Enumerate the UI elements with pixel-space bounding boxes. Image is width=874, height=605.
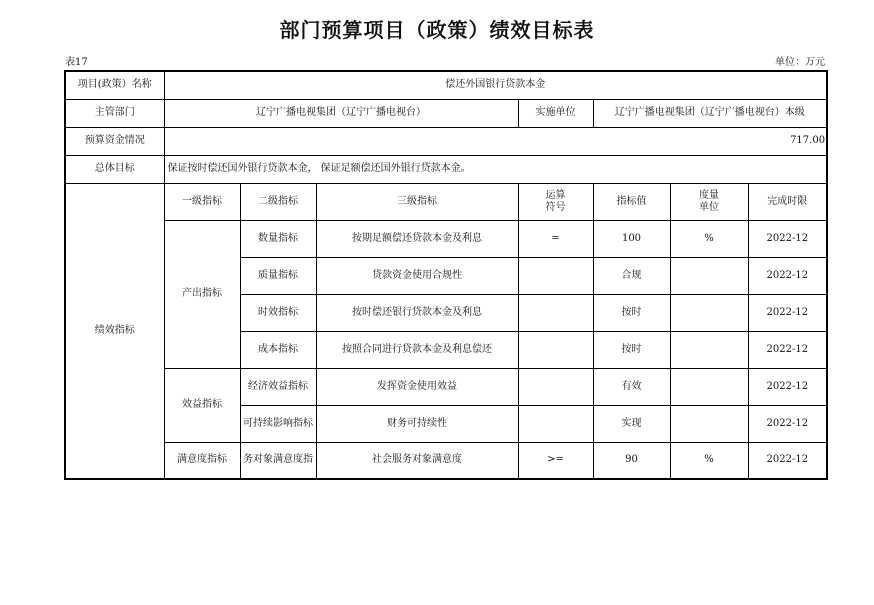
- table-number: 表17: [65, 57, 88, 68]
- indicator-deadline: 2022-12: [748, 220, 827, 257]
- perf-label: 绩效指标: [65, 183, 164, 479]
- page-title: 部门预算项目（政策）绩效目标表: [279, 18, 595, 42]
- indicator-deadline: 2022-12: [748, 368, 827, 405]
- col-operator: [518, 183, 593, 220]
- indicator-value: 实现: [593, 405, 670, 442]
- col-unit-line2: 单位: [699, 201, 719, 213]
- indicator-value: 90: [593, 442, 670, 479]
- col-level1: 一级指标: [164, 183, 240, 220]
- unit-label: 单位：万元: [775, 57, 825, 68]
- table-row: [65, 442, 827, 479]
- indicator-operator: [518, 294, 593, 331]
- indicator-level3: 按照合同进行贷款本金及利息偿还: [316, 331, 518, 368]
- table-row: [65, 71, 827, 99]
- table-header-row: [65, 183, 827, 220]
- indicator-level2: 成本指标: [240, 331, 316, 368]
- indicator-deadline: 2022-12: [748, 442, 827, 479]
- indicator-unit: [670, 405, 748, 442]
- table-row: [65, 155, 827, 183]
- col-deadline: 完成时限: [748, 183, 827, 220]
- budget-label: 预算资金情况: [65, 127, 164, 155]
- col-unit-line1: 度量: [699, 189, 719, 201]
- goal-value: 保证按时偿还国外银行贷款本金， 保证足额偿还国外银行贷款本金。: [164, 155, 827, 183]
- group-benefit: 效益指标: [164, 368, 240, 442]
- impl-unit-value: 辽宁广播电视集团（辽宁广播电视台）本级: [593, 99, 827, 127]
- indicator-value: 100: [593, 220, 670, 257]
- indicator-level3: 贷款资金使用合规性: [316, 257, 518, 294]
- table-row: [65, 99, 827, 127]
- indicator-level2: 务对象满意度指: [240, 442, 316, 479]
- goal-label: 总体目标: [65, 155, 164, 183]
- project-name-value: 偿还外国银行贷款本金: [164, 71, 827, 99]
- indicator-unit: %: [670, 220, 748, 257]
- table-row: [65, 368, 827, 405]
- dept-label: 主管部门: [65, 99, 164, 127]
- indicator-level3: 发挥资金使用效益: [316, 368, 518, 405]
- dept-value: 辽宁广播电视集团（辽宁广播电视台）: [164, 99, 518, 127]
- indicator-value: 按时: [593, 331, 670, 368]
- project-name-label: 项目(政策）名称: [65, 71, 164, 99]
- col-level3: 三级指标: [316, 183, 518, 220]
- indicator-operator: =: [518, 220, 593, 257]
- indicator-deadline: 2022-12: [748, 257, 827, 294]
- group-satisfaction: 满意度指标: [164, 442, 240, 479]
- indicator-deadline: 2022-12: [748, 331, 827, 368]
- impl-unit-label: 实施单位: [518, 99, 593, 127]
- indicator-unit: [670, 331, 748, 368]
- indicator-deadline: 2022-12: [748, 405, 827, 442]
- indicator-operator: [518, 405, 593, 442]
- indicator-value: 有效: [593, 368, 670, 405]
- indicator-level3: 按时偿还银行贷款本金及利息: [316, 294, 518, 331]
- group-output: 产出指标: [164, 220, 240, 368]
- budget-value: 717.00: [164, 127, 827, 155]
- indicator-unit: [670, 257, 748, 294]
- indicator-operator: [518, 331, 593, 368]
- indicator-level2: 质量指标: [240, 257, 316, 294]
- col-operator-line2: 符号: [545, 201, 566, 213]
- indicator-value: 合规: [593, 257, 670, 294]
- indicator-operator: [518, 368, 593, 405]
- indicator-level3: 按期足额偿还贷款本金及利息: [316, 220, 518, 257]
- indicator-level3: 财务可持续性: [316, 405, 518, 442]
- indicator-unit: [670, 294, 748, 331]
- col-level2: 二级指标: [240, 183, 316, 220]
- performance-table: [64, 70, 828, 480]
- table-row: [65, 127, 827, 155]
- indicator-unit: [670, 368, 748, 405]
- indicator-level2: 经济效益指标: [240, 368, 316, 405]
- indicator-operator: [518, 257, 593, 294]
- col-unit: [670, 183, 748, 220]
- indicator-value: 按时: [593, 294, 670, 331]
- indicator-operator: >=: [518, 442, 593, 479]
- indicator-level2: 数量指标: [240, 220, 316, 257]
- indicator-unit: %: [670, 442, 748, 479]
- indicator-deadline: 2022-12: [748, 294, 827, 331]
- table-row: [65, 220, 827, 257]
- indicator-level3: 社会服务对象满意度: [316, 442, 518, 479]
- col-operator-line1: 运算: [545, 189, 566, 201]
- indicator-level2: 时效指标: [240, 294, 316, 331]
- indicator-level2: 可持续影响指标: [240, 405, 316, 442]
- col-value: 指标值: [593, 183, 670, 220]
